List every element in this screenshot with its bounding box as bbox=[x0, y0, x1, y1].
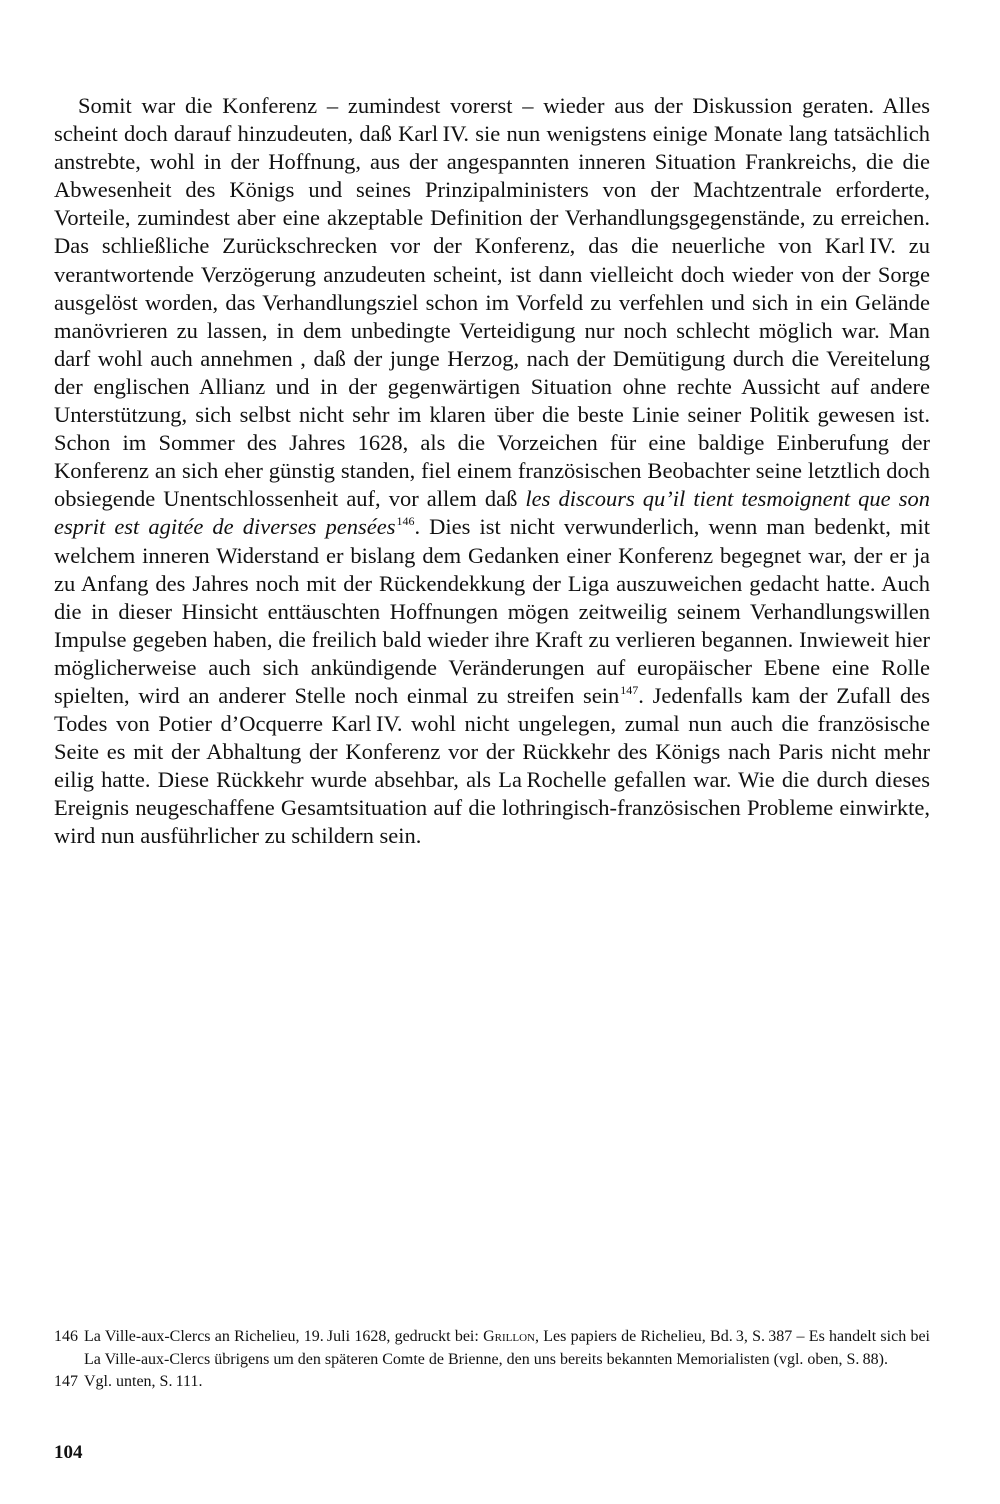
main-text bbox=[54, 92, 930, 851]
page-number: 104 bbox=[54, 1442, 83, 1463]
text-segment-2: . Dies ist nicht verwunderlich, wenn man bedenkt, mit welchem inneren Widerstand er bislang dem Gedanken einer Konferenz begegnet war, der er ja zu Anfang des Jahres noch mit der Rückendekkung der Liga auszuweichen gedacht hatte. Auch die in dieser Hinsicht enttäuschten Hoffnungen mögen zeitweilig seinem Verhandlungswillen Impulse gegeben haben, die freilich bald wieder ihre Kraft zu verlieren begannen. Inwieweit hier möglicherweise auch sich ankündigende Veränderungen auf europäischer Ebene eine Rolle spielten, wird an anderer Stelle noch einmal zu streifen sein bbox=[54, 514, 930, 708]
footnote-number: 147 bbox=[54, 1373, 78, 1390]
footnotes bbox=[54, 1326, 930, 1394]
footnote-reference-147: 147 bbox=[620, 682, 639, 697]
footnote-number: 146 bbox=[54, 1328, 78, 1345]
text-segment-1: Somit war die Konferenz – zumindest vorerst – wieder aus der Diskussion geraten. Alles scheint doch darauf hinzudeuten, daß Karl IV. sie nun wenigstens einige Monate lang tatsächlich anstrebte, wohl in der Hoffnung, aus der angespannten inneren Situation Frankreichs, die die Abwesenheit des Königs und seines Prinzipalministers von der Machtzentrale erforderte, Vorteile, zumindest aber eine akzeptable Definition der Verhandlungsgegenstände, zu erreichen. Das schließliche Zurückschrecken vor der Konferenz, das die neuerliche von Karl IV. zu verantwortende Verzögerung anzudeuten scheint, ist dann vielleicht doch wieder von der Sorge ausgelöst worden, das Verhandlungsziel schon im Vorfeld zu verfehlen und sich in ein Gelände manövrieren zu lassen, in dem unbedingte Verteidigung nur noch schlecht möglich war. Man darf wohl auch annehmen , daß der junge Herzog, nach der Demütigung durch die Vereitelung der englischen Allianz und in der gegenwärtigen Situation ohne rechte Aussicht auf andere Unterstützung, sich selbst nicht sehr im klaren über die beste Linie seiner Politik gewesen ist. Schon im Sommer des Jahres 1628, als die Vorzeichen für eine baldige Einberufung der Konferenz an sich eher günstig standen, fiel einem französischen Beobachter seine letztlich doch obsiegende Unentschlossenheit auf, vor allem daß bbox=[54, 93, 930, 512]
french-quotation: les discours qu’il tient tesmoignent que son esprit est agitée de diverses pensées bbox=[54, 486, 930, 540]
footnote-147 bbox=[54, 1371, 930, 1394]
paragraph bbox=[54, 92, 930, 851]
footnote-author: Grillon bbox=[483, 1328, 535, 1345]
footnote-text: La Ville-aux-Clercs an Richelieu, 19. Juli 1628, gedruckt bei: bbox=[84, 1328, 484, 1345]
footnote-146 bbox=[54, 1326, 930, 1371]
text-segment-3: . Jedenfalls kam der Zufall des Todes von Potier d’Ocquerre Karl IV. wohl nicht ungelegen, zumal nun auch die französische Seite es mit der Abhaltung der Konferenz vor der Rückkehr des Königs nach Paris nicht mehr eilig hatte. Diese Rückkehr wurde absehbar, als La Rochelle gefallen war. Wie die durch dieses Ereignis neugeschaffene Gesamtsituation auf die lothringisch-französischen Probleme einwirkte, wird nun ausführlicher zu schildern sein. bbox=[54, 682, 930, 849]
footnote-reference-146: 146 bbox=[396, 514, 415, 529]
footnote-text-continued: , Les papiers de Richelieu, Bd. 3, S. 387 – Es handelt sich bei La Ville-aux-Clercs übrigens um den späteren Comte de Brienne, den uns bereits bekannten Memorialisten (vgl. oben, S. 88). bbox=[84, 1328, 930, 1368]
footnote-text: Vgl. unten, S. 111. bbox=[84, 1373, 203, 1390]
